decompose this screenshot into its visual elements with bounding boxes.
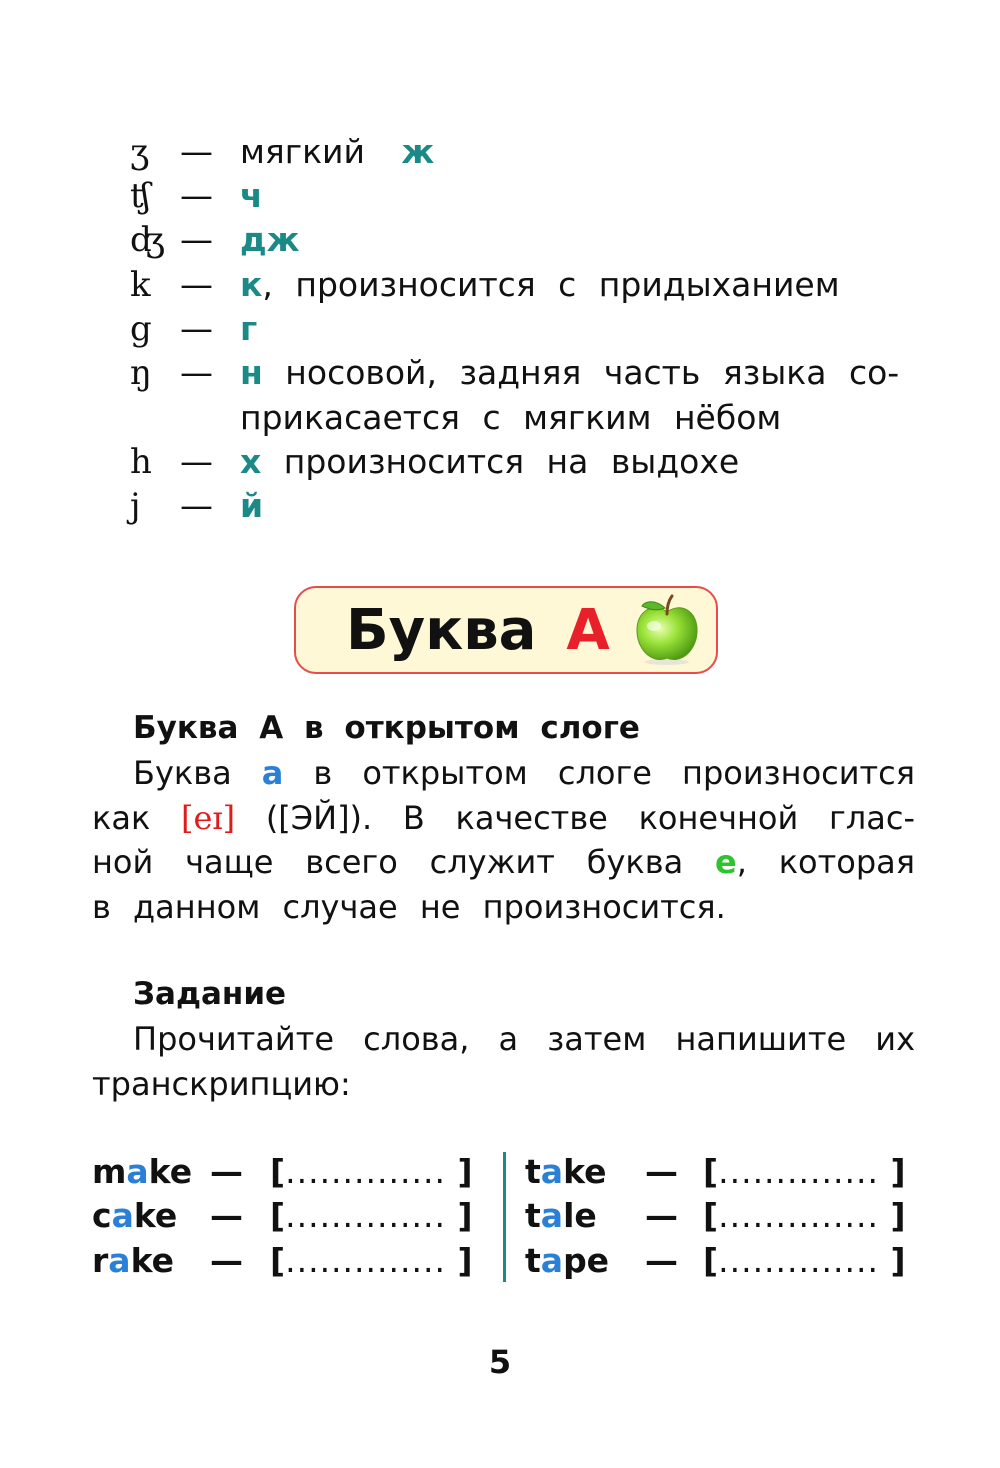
paragraph-line: [92, 796, 915, 841]
section-header-box: [294, 586, 718, 674]
russian-letter: ж: [401, 132, 435, 171]
phoneme-symbol: ʒ: [130, 132, 150, 172]
description-text: произносится на выдохе: [261, 442, 740, 481]
ipa-transcription: [eɪ]: [180, 798, 236, 837]
russian-letter: г: [240, 309, 258, 348]
dash: —: [180, 265, 213, 304]
vowel: a: [126, 1152, 149, 1191]
vowel: a: [108, 1241, 131, 1280]
transcription-blank[interactable]: [.............. ]: [703, 1152, 906, 1191]
dash: —: [180, 486, 213, 525]
exercise-word: cake: [92, 1196, 178, 1235]
highlight-letter-a: а: [261, 754, 284, 792]
paragraph-line: [92, 751, 915, 796]
dash: —: [180, 176, 213, 215]
dash: —: [180, 220, 213, 259]
dash: —: [645, 1152, 678, 1191]
phoneme-description-continuation: прикасается с мягким нёбом: [240, 398, 782, 437]
highlight-letter-e: e: [715, 843, 737, 881]
phoneme-description: [240, 174, 263, 218]
dash: —: [180, 132, 213, 171]
russian-letter: ч: [240, 176, 263, 215]
section-heading: Буква А в открытом слоге: [133, 710, 640, 746]
exercise-word: take: [525, 1152, 607, 1191]
russian-letter: к: [240, 265, 263, 304]
dash: —: [645, 1241, 678, 1280]
dash: —: [210, 1152, 243, 1191]
transcription-blank[interactable]: [.............. ]: [703, 1196, 906, 1235]
exercise-word: rake: [92, 1241, 175, 1280]
dash: —: [210, 1196, 243, 1235]
phoneme-description: [240, 130, 434, 174]
section-header-title: [346, 596, 610, 666]
transcription-blank[interactable]: [.............. ]: [270, 1241, 473, 1280]
russian-letter: х: [240, 442, 262, 481]
text: Буква: [133, 754, 232, 792]
phoneme-symbol: ʤ: [130, 220, 166, 260]
apple-icon: [632, 594, 702, 666]
vowel: a: [540, 1152, 564, 1191]
description-text: носовой, задняя часть языка со-: [262, 353, 900, 392]
russian-letter: н: [240, 353, 263, 392]
dash: —: [210, 1241, 243, 1280]
vowel: a: [540, 1241, 564, 1280]
description-text: , произносится с придыханием: [262, 265, 840, 304]
transcription-blank[interactable]: [.............. ]: [270, 1152, 473, 1191]
dash: —: [180, 309, 213, 348]
phoneme-description: [240, 484, 263, 528]
phoneme-symbol: k: [130, 265, 151, 305]
dash: —: [180, 442, 213, 481]
phoneme-description: [240, 218, 300, 262]
phoneme-symbol: ŋ: [130, 353, 152, 393]
header-word: Буква: [346, 598, 537, 663]
phoneme-symbol: g: [130, 309, 152, 349]
description-text: мягкий: [240, 132, 365, 171]
paragraph-line: Прочитайте слова, а затем напишите их: [133, 1020, 915, 1058]
phoneme-description: [240, 307, 257, 351]
task-paragraph: [92, 1017, 915, 1106]
paragraph-line: в данном случае не произносится.: [92, 887, 726, 926]
phoneme-symbol: ʧ: [130, 176, 151, 216]
dash: —: [180, 353, 213, 392]
transcription-blank[interactable]: [.............. ]: [703, 1241, 906, 1280]
text: в открытом слоге произносится: [313, 754, 916, 792]
phoneme-description: [240, 351, 899, 395]
header-letter: А: [566, 598, 610, 663]
phoneme-symbol: j: [130, 486, 141, 526]
phoneme-description: [240, 440, 739, 484]
rule-paragraph: [92, 751, 915, 929]
vowel: a: [111, 1196, 134, 1235]
exercise-word: tale: [525, 1196, 597, 1235]
text: ([ЭЙ]). В качестве конечной глас-: [265, 798, 916, 837]
russian-letter: й: [240, 486, 264, 525]
transcription-blank[interactable]: [.............. ]: [270, 1196, 473, 1235]
task-heading: Задание: [133, 976, 287, 1012]
russian-letter: дж: [240, 220, 300, 259]
phoneme-description: [240, 263, 840, 307]
vowel: a: [540, 1196, 564, 1235]
paragraph-line: транскрипцию:: [92, 1064, 351, 1103]
text: , которая: [736, 843, 916, 881]
column-divider: [503, 1152, 506, 1282]
page-number: 5: [488, 1343, 512, 1381]
phoneme-symbol: h: [130, 442, 152, 482]
text: как: [92, 798, 151, 837]
text: ной чаще всего служит буква: [92, 843, 684, 881]
dash: —: [645, 1196, 678, 1235]
exercise-word: make: [92, 1152, 193, 1191]
exercise-word: tape: [525, 1241, 610, 1280]
paragraph-line: [92, 840, 915, 885]
